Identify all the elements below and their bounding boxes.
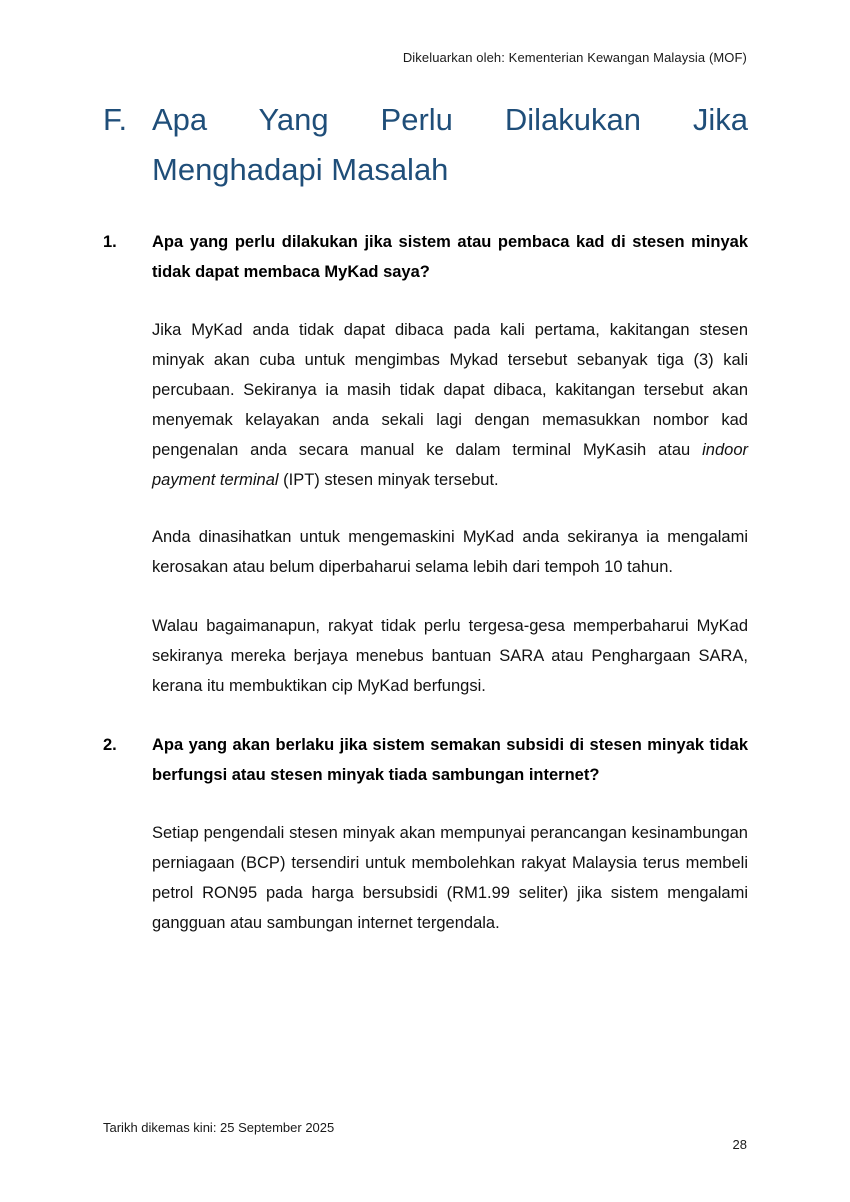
question-number: 1. (103, 233, 117, 251)
last-updated-date: Tarikh dikemas kini: 25 September 2025 (103, 1120, 335, 1135)
answer-1-paragraph-1 (152, 315, 748, 495)
document-header: Dikeluarkan oleh: Kementerian Kewangan Malaysia (MOF) (402, 50, 747, 65)
section-title-text: Apa Yang Perlu Dilakukan Jika Menghadapi Masalah (152, 102, 748, 187)
page-number: 28 (732, 1137, 747, 1152)
answer-italic-term: indoor payment terminal (152, 441, 748, 489)
question-text: Apa yang perlu dilakukan jika sistem atau pembaca kad di stesen minyak tidak dapat membaca MyKad saya? (152, 233, 748, 281)
answer-2-paragraph-1: Setiap pengendali stesen minyak akan mempunyai perancangan kesinambungan perniagaan (BCP) tersendiri untuk membolehkan rakyat Malaysia terus membeli petrol RON95 pada harga bersubsidi (RM1.99 seliter) jika sistem mengalami gangguan atau sambungan internet tergendala. (152, 824, 748, 932)
question-text: Apa yang akan berlaku jika sistem semakan subsidi di stesen minyak tidak berfungsi atau stesen minyak tiada sambungan internet? (152, 736, 748, 784)
question-1 (103, 227, 748, 287)
answer-1-paragraph-2: Anda dinasihatkan untuk mengemaskini MyKad anda sekiranya ia mengalami kerosakan atau belum diperbaharui selama lebih dari tempoh 10 tahun. (152, 528, 748, 576)
question-2 (103, 730, 748, 790)
answer-1-paragraph-3: Walau bagaimanapun, rakyat tidak perlu tergesa-gesa memperbaharui MyKad sekiranya mereka berjaya menebus bantuan SARA atau Penghargaan SARA, kerana itu membuktikan cip MyKad berfungsi. (152, 617, 748, 695)
section-letter: F. (103, 102, 128, 137)
answer-text: Jika MyKad anda tidak dapat dibaca pada kali pertama, kakitangan stesen minyak akan cuba untuk mengimbas Mykad tersebut sebanyak tiga (3) kali percubaan. Sekiranya ia masih tidak dapat dibaca, kakitangan tersebut akan menyemak kelayakan anda sekali lagi dengan memasukkan nombor kad pengenalan anda secara manual ke dalam terminal MyKasih atau (152, 321, 748, 459)
question-number: 2. (103, 736, 117, 754)
section-title (103, 95, 748, 195)
answer-text: (IPT) stesen minyak tersebut. (278, 471, 499, 489)
